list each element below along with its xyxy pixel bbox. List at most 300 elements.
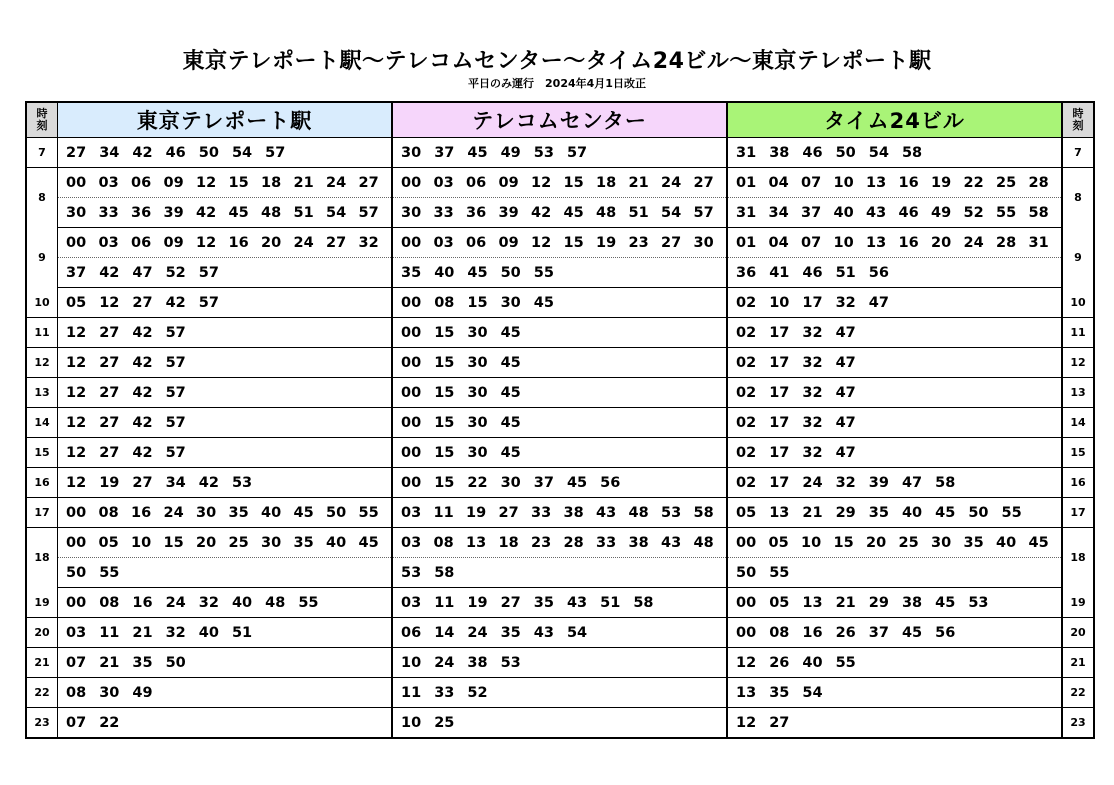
departure-minute: 42 bbox=[531, 204, 552, 221]
departure-minute: 24 bbox=[326, 174, 347, 191]
departure-minute: 06 bbox=[466, 174, 487, 191]
minutes-list bbox=[728, 535, 1061, 551]
hour-row-21 bbox=[26, 648, 1094, 678]
station-header-time24: タイム24ビル bbox=[727, 102, 1062, 138]
departure-minute: 53 bbox=[231, 474, 253, 491]
departure-minute: 10 bbox=[401, 654, 422, 671]
departure-minute: 45 bbox=[293, 504, 314, 521]
hour-label-left: 18 bbox=[26, 528, 58, 588]
hour-label-right: 7 bbox=[1062, 138, 1094, 168]
hour-row-9 bbox=[26, 258, 1094, 288]
departure-minute: 40 bbox=[326, 534, 347, 551]
departure-minute: 42 bbox=[132, 354, 153, 371]
minutes-cell-station-1 bbox=[58, 468, 393, 498]
departure-minute: 17 bbox=[769, 384, 790, 401]
departure-minute: 27 bbox=[99, 324, 120, 341]
departure-minute: 53 bbox=[533, 144, 554, 161]
departure-minute: 27 bbox=[66, 144, 87, 161]
departure-minute: 17 bbox=[769, 324, 790, 341]
departure-minute: 06 bbox=[131, 174, 152, 191]
minutes-list bbox=[728, 475, 1061, 491]
minutes-cell-station-1 bbox=[58, 588, 393, 618]
minutes-list bbox=[393, 235, 726, 251]
departure-minute: 04 bbox=[768, 234, 789, 251]
hour-label-right: 15 bbox=[1062, 438, 1094, 468]
departure-minute: 29 bbox=[868, 594, 889, 611]
departure-minute: 38 bbox=[563, 504, 584, 521]
departure-minute: 22 bbox=[99, 714, 120, 731]
hour-label-left: 22 bbox=[26, 678, 58, 708]
departure-minute: 08 bbox=[434, 294, 455, 311]
hour-label-left: 11 bbox=[26, 318, 58, 348]
departure-minute: 06 bbox=[401, 624, 422, 641]
departure-minute: 30 bbox=[66, 204, 87, 221]
departure-minute: 00 bbox=[736, 594, 757, 611]
departure-minute: 10 bbox=[833, 234, 854, 251]
hour-header-left bbox=[26, 102, 58, 138]
minutes-cell-station-3 bbox=[727, 408, 1062, 438]
departure-minute: 00 bbox=[401, 174, 422, 191]
hour-header-bottom: 刻 bbox=[1072, 119, 1084, 132]
departure-minute: 32 bbox=[802, 384, 823, 401]
minutes-list bbox=[728, 445, 1061, 461]
departure-minute: 45 bbox=[1028, 534, 1049, 551]
departure-minute: 33 bbox=[98, 204, 119, 221]
departure-minute: 00 bbox=[401, 294, 422, 311]
departure-minute: 11 bbox=[434, 594, 455, 611]
departure-minute: 30 bbox=[500, 294, 521, 311]
minutes-list bbox=[58, 655, 391, 671]
departure-minute: 38 bbox=[901, 594, 923, 611]
departure-minute: 01 bbox=[736, 174, 757, 191]
departure-minute: 20 bbox=[196, 534, 217, 551]
departure-minute: 45 bbox=[500, 324, 521, 341]
departure-minute: 17 bbox=[802, 294, 823, 311]
departure-minute: 55 bbox=[533, 264, 554, 281]
minutes-cell-station-2 bbox=[392, 228, 727, 258]
departure-minute: 27 bbox=[661, 234, 682, 251]
departure-minute: 35 bbox=[228, 504, 249, 521]
minutes-list bbox=[393, 265, 726, 281]
departure-minute: 39 bbox=[498, 204, 519, 221]
departure-minute: 21 bbox=[293, 174, 314, 191]
departure-minute: 24 bbox=[802, 474, 823, 491]
departure-minute: 18 bbox=[596, 174, 617, 191]
departure-minute: 16 bbox=[131, 504, 152, 521]
minutes-cell-station-1 bbox=[58, 378, 393, 408]
minutes-cell-station-3 bbox=[727, 498, 1062, 528]
departure-minute: 40 bbox=[833, 204, 854, 221]
departure-minute: 20 bbox=[866, 534, 887, 551]
hour-row-9 bbox=[26, 228, 1094, 258]
departure-minute: 22 bbox=[963, 174, 984, 191]
minutes-cell-station-3 bbox=[727, 588, 1062, 618]
minutes-cell-station-2 bbox=[392, 168, 727, 198]
minutes-list bbox=[58, 445, 391, 461]
departure-minute: 02 bbox=[736, 324, 757, 341]
minutes-cell-station-2 bbox=[392, 348, 727, 378]
departure-minute: 00 bbox=[401, 444, 422, 461]
minutes-list bbox=[393, 655, 726, 671]
departure-minute: 46 bbox=[802, 264, 823, 281]
departure-minute: 09 bbox=[163, 234, 184, 251]
departure-minute: 57 bbox=[265, 144, 286, 161]
departure-minute: 30 bbox=[693, 234, 714, 251]
minutes-cell-station-3 bbox=[727, 648, 1062, 678]
departure-minute: 40 bbox=[434, 264, 455, 281]
minutes-list bbox=[58, 595, 391, 611]
departure-minute: 24 bbox=[165, 594, 186, 611]
minutes-cell-station-2 bbox=[392, 678, 727, 708]
minutes-list bbox=[393, 625, 726, 641]
departure-minute: 13 bbox=[802, 594, 823, 611]
hour-label-left: 7 bbox=[26, 138, 58, 168]
departure-minute: 52 bbox=[467, 684, 488, 701]
departure-minute: 50 bbox=[736, 564, 757, 581]
departure-minute: 12 bbox=[66, 414, 87, 431]
departure-minute: 45 bbox=[935, 504, 956, 521]
departure-minute: 30 bbox=[401, 204, 422, 221]
departure-minute: 48 bbox=[628, 504, 649, 521]
departure-minute: 43 bbox=[566, 594, 588, 611]
departure-minute: 16 bbox=[802, 624, 823, 641]
departure-minute: 05 bbox=[736, 504, 757, 521]
departure-minute: 00 bbox=[66, 504, 87, 521]
departure-minute: 45 bbox=[566, 474, 588, 491]
hour-row-16 bbox=[26, 468, 1094, 498]
minutes-list bbox=[58, 625, 391, 641]
hour-label-left: 15 bbox=[26, 438, 58, 468]
minutes-list bbox=[728, 715, 1061, 731]
minutes-cell-station-2 bbox=[392, 558, 727, 588]
departure-minute: 57 bbox=[165, 414, 186, 431]
departure-minute: 55 bbox=[835, 654, 856, 671]
hour-label-right: 21 bbox=[1062, 648, 1094, 678]
departure-minute: 49 bbox=[500, 144, 521, 161]
departure-minute: 47 bbox=[835, 354, 856, 371]
departure-minute: 40 bbox=[198, 624, 219, 641]
minutes-list bbox=[393, 325, 726, 341]
minutes-list bbox=[393, 145, 726, 161]
departure-minute: 40 bbox=[996, 534, 1017, 551]
departure-minute: 24 bbox=[661, 174, 682, 191]
hour-row-18 bbox=[26, 558, 1094, 588]
departure-minute: 05 bbox=[768, 534, 789, 551]
departure-minute: 10 bbox=[769, 294, 790, 311]
minutes-cell-station-1 bbox=[58, 648, 393, 678]
departure-minute: 30 bbox=[931, 534, 952, 551]
minutes-list bbox=[58, 325, 391, 341]
departure-minute: 27 bbox=[132, 474, 153, 491]
departure-minute: 15 bbox=[434, 384, 455, 401]
minutes-list bbox=[393, 205, 726, 221]
departure-minute: 07 bbox=[66, 654, 87, 671]
departure-minute: 17 bbox=[769, 354, 790, 371]
departure-minute: 07 bbox=[66, 714, 87, 731]
departure-minute: 45 bbox=[358, 534, 379, 551]
departure-minute: 57 bbox=[198, 294, 219, 311]
departure-minute: 32 bbox=[802, 444, 823, 461]
minutes-list bbox=[393, 475, 726, 491]
departure-minute: 07 bbox=[801, 234, 822, 251]
departure-minute: 22 bbox=[467, 474, 488, 491]
departure-minute: 28 bbox=[1028, 174, 1049, 191]
hour-label-left: 21 bbox=[26, 648, 58, 678]
departure-minute: 20 bbox=[931, 234, 952, 251]
departure-minute: 15 bbox=[434, 354, 455, 371]
minutes-list bbox=[728, 325, 1061, 341]
minutes-cell-station-3 bbox=[727, 138, 1062, 168]
minutes-cell-station-3 bbox=[727, 198, 1062, 228]
departure-minute: 43 bbox=[533, 624, 554, 641]
departure-minute: 57 bbox=[165, 354, 186, 371]
departure-minute: 14 bbox=[434, 624, 455, 641]
hour-label-left: 9 bbox=[26, 228, 58, 288]
departure-minute: 55 bbox=[358, 504, 379, 521]
hour-label-left: 8 bbox=[26, 168, 58, 228]
departure-minute: 25 bbox=[898, 534, 919, 551]
departure-minute: 12 bbox=[66, 324, 87, 341]
minutes-cell-station-2 bbox=[392, 408, 727, 438]
departure-minute: 42 bbox=[132, 414, 153, 431]
minutes-list bbox=[58, 145, 391, 161]
departure-minute: 26 bbox=[835, 624, 856, 641]
departure-minute: 21 bbox=[835, 594, 856, 611]
departure-minute: 30 bbox=[196, 504, 217, 521]
departure-minute: 16 bbox=[132, 594, 153, 611]
departure-minute: 03 bbox=[433, 174, 454, 191]
hour-row-8 bbox=[26, 198, 1094, 228]
departure-minute: 35 bbox=[963, 534, 984, 551]
hour-row-11 bbox=[26, 318, 1094, 348]
hour-header-right bbox=[1062, 102, 1094, 138]
departure-minute: 43 bbox=[866, 204, 887, 221]
minutes-cell-station-3 bbox=[727, 228, 1062, 258]
hour-label-right: 18 bbox=[1062, 528, 1094, 588]
departure-minute: 15 bbox=[434, 414, 455, 431]
departure-minute: 45 bbox=[533, 294, 554, 311]
departure-minute: 27 bbox=[769, 714, 790, 731]
departure-minute: 45 bbox=[228, 204, 249, 221]
departure-minute: 46 bbox=[165, 144, 186, 161]
departure-minute: 24 bbox=[293, 234, 314, 251]
hour-label-right: 22 bbox=[1062, 678, 1094, 708]
departure-minute: 06 bbox=[131, 234, 152, 251]
departure-minute: 57 bbox=[358, 204, 379, 221]
departure-minute: 38 bbox=[628, 534, 649, 551]
departure-minute: 27 bbox=[99, 354, 120, 371]
hour-label-left: 17 bbox=[26, 498, 58, 528]
departure-minute: 55 bbox=[99, 564, 120, 581]
departure-minute: 08 bbox=[98, 504, 119, 521]
departure-minute: 37 bbox=[868, 624, 889, 641]
departure-minute: 17 bbox=[769, 474, 790, 491]
minutes-list bbox=[728, 355, 1061, 371]
minutes-list bbox=[728, 205, 1061, 221]
departure-minute: 20 bbox=[261, 234, 282, 251]
departure-minute: 45 bbox=[500, 384, 521, 401]
departure-minute: 15 bbox=[467, 294, 488, 311]
departure-minute: 18 bbox=[498, 534, 519, 551]
departure-minute: 54 bbox=[868, 144, 889, 161]
timetable-header-row bbox=[26, 102, 1094, 138]
minutes-cell-station-1 bbox=[58, 198, 393, 228]
departure-minute: 27 bbox=[99, 384, 120, 401]
departure-minute: 45 bbox=[500, 444, 521, 461]
hour-label-right: 11 bbox=[1062, 318, 1094, 348]
departure-minute: 42 bbox=[165, 294, 186, 311]
departure-minute: 45 bbox=[901, 624, 923, 641]
departure-minute: 13 bbox=[466, 534, 487, 551]
departure-minute: 50 bbox=[835, 144, 856, 161]
departure-minute: 32 bbox=[835, 294, 856, 311]
departure-minute: 58 bbox=[1028, 204, 1049, 221]
departure-minute: 00 bbox=[66, 234, 87, 251]
hour-header-top: 時 bbox=[1072, 107, 1084, 120]
minutes-list bbox=[728, 625, 1061, 641]
departure-minute: 10 bbox=[401, 714, 422, 731]
hour-row-23 bbox=[26, 708, 1094, 739]
departure-minute: 03 bbox=[98, 234, 119, 251]
departure-minute: 54 bbox=[326, 204, 347, 221]
departure-minute: 51 bbox=[628, 204, 649, 221]
station-header-telecom-center: テレコムセンター bbox=[392, 102, 727, 138]
departure-minute: 50 bbox=[66, 564, 87, 581]
hour-row-14 bbox=[26, 408, 1094, 438]
minutes-cell-station-2 bbox=[392, 708, 727, 739]
hour-label-left: 14 bbox=[26, 408, 58, 438]
departure-minute: 05 bbox=[66, 294, 87, 311]
departure-minute: 36 bbox=[736, 264, 757, 281]
departure-minute: 27 bbox=[693, 174, 714, 191]
departure-minute: 24 bbox=[963, 234, 984, 251]
minutes-cell-station-3 bbox=[727, 678, 1062, 708]
hour-header-top: 時 bbox=[36, 107, 48, 120]
minutes-list bbox=[728, 385, 1061, 401]
departure-minute: 42 bbox=[132, 324, 153, 341]
departure-minute: 03 bbox=[66, 624, 87, 641]
departure-minute: 43 bbox=[596, 504, 617, 521]
minutes-cell-station-3 bbox=[727, 558, 1062, 588]
departure-minute: 11 bbox=[401, 684, 422, 701]
departure-minute: 42 bbox=[196, 204, 217, 221]
departure-minute: 13 bbox=[866, 174, 887, 191]
departure-minute: 13 bbox=[736, 684, 757, 701]
departure-minute: 34 bbox=[99, 144, 120, 161]
minutes-list bbox=[728, 685, 1061, 701]
departure-minute: 37 bbox=[801, 204, 822, 221]
departure-minute: 28 bbox=[563, 534, 584, 551]
departure-minute: 16 bbox=[228, 234, 249, 251]
hour-label-right: 16 bbox=[1062, 468, 1094, 498]
departure-minute: 47 bbox=[132, 264, 153, 281]
departure-minute: 04 bbox=[768, 174, 789, 191]
departure-minute: 32 bbox=[802, 324, 823, 341]
minutes-cell-station-3 bbox=[727, 528, 1062, 558]
minutes-list bbox=[58, 715, 391, 731]
departure-minute: 27 bbox=[326, 234, 347, 251]
minutes-list bbox=[58, 355, 391, 371]
departure-minute: 37 bbox=[66, 264, 87, 281]
departure-minute: 42 bbox=[99, 264, 120, 281]
departure-minute: 21 bbox=[132, 624, 153, 641]
minutes-list bbox=[58, 205, 391, 221]
departure-minute: 42 bbox=[132, 384, 153, 401]
hour-label-right: 12 bbox=[1062, 348, 1094, 378]
minutes-cell-station-2 bbox=[392, 588, 727, 618]
departure-minute: 21 bbox=[628, 174, 649, 191]
departure-minute: 51 bbox=[600, 594, 621, 611]
minutes-cell-station-3 bbox=[727, 318, 1062, 348]
departure-minute: 30 bbox=[467, 444, 488, 461]
departure-minute: 35 bbox=[293, 534, 314, 551]
hour-label-left: 13 bbox=[26, 378, 58, 408]
minutes-list bbox=[393, 295, 726, 311]
departure-minute: 45 bbox=[935, 594, 956, 611]
departure-minute: 00 bbox=[66, 534, 87, 551]
departure-minute: 42 bbox=[198, 474, 219, 491]
hour-label-right: 17 bbox=[1062, 498, 1094, 528]
departure-minute: 15 bbox=[434, 324, 455, 341]
minutes-list bbox=[728, 595, 1061, 611]
departure-minute: 16 bbox=[898, 174, 919, 191]
departure-minute: 25 bbox=[996, 174, 1017, 191]
departure-minute: 05 bbox=[769, 594, 790, 611]
departure-minute: 30 bbox=[467, 354, 488, 371]
departure-minute: 45 bbox=[467, 264, 488, 281]
hour-label-left: 10 bbox=[26, 288, 58, 318]
departure-minute: 03 bbox=[98, 174, 119, 191]
departure-minute: 09 bbox=[498, 234, 519, 251]
departure-minute: 00 bbox=[401, 414, 422, 431]
minutes-list bbox=[58, 295, 391, 311]
hour-label-left: 12 bbox=[26, 348, 58, 378]
departure-minute: 43 bbox=[661, 534, 682, 551]
departure-minute: 48 bbox=[261, 204, 282, 221]
departure-minute: 31 bbox=[736, 204, 757, 221]
hour-label-right: 8 bbox=[1062, 168, 1094, 228]
minutes-list bbox=[728, 265, 1061, 281]
minutes-cell-station-3 bbox=[727, 348, 1062, 378]
minutes-list bbox=[58, 175, 391, 191]
minutes-list bbox=[393, 355, 726, 371]
minutes-cell-station-1 bbox=[58, 528, 393, 558]
departure-minute: 52 bbox=[165, 264, 186, 281]
departure-minute: 47 bbox=[835, 414, 856, 431]
minutes-cell-station-3 bbox=[727, 618, 1062, 648]
departure-minute: 27 bbox=[358, 174, 379, 191]
departure-minute: 28 bbox=[996, 234, 1017, 251]
departure-minute: 05 bbox=[98, 534, 119, 551]
departure-minute: 10 bbox=[833, 174, 854, 191]
minutes-list bbox=[728, 295, 1061, 311]
departure-minute: 23 bbox=[531, 534, 552, 551]
minutes-cell-station-2 bbox=[392, 528, 727, 558]
departure-minute: 50 bbox=[165, 654, 186, 671]
departure-minute: 34 bbox=[165, 474, 186, 491]
minutes-cell-station-1 bbox=[58, 258, 393, 288]
minutes-cell-station-2 bbox=[392, 138, 727, 168]
departure-minute: 35 bbox=[132, 654, 153, 671]
departure-minute: 57 bbox=[165, 444, 186, 461]
departure-minute: 12 bbox=[196, 234, 217, 251]
minutes-list bbox=[58, 385, 391, 401]
minutes-cell-station-3 bbox=[727, 258, 1062, 288]
hour-label-right: 13 bbox=[1062, 378, 1094, 408]
departure-minute: 03 bbox=[401, 534, 422, 551]
departure-minute: 33 bbox=[531, 504, 552, 521]
departure-minute: 55 bbox=[298, 594, 319, 611]
